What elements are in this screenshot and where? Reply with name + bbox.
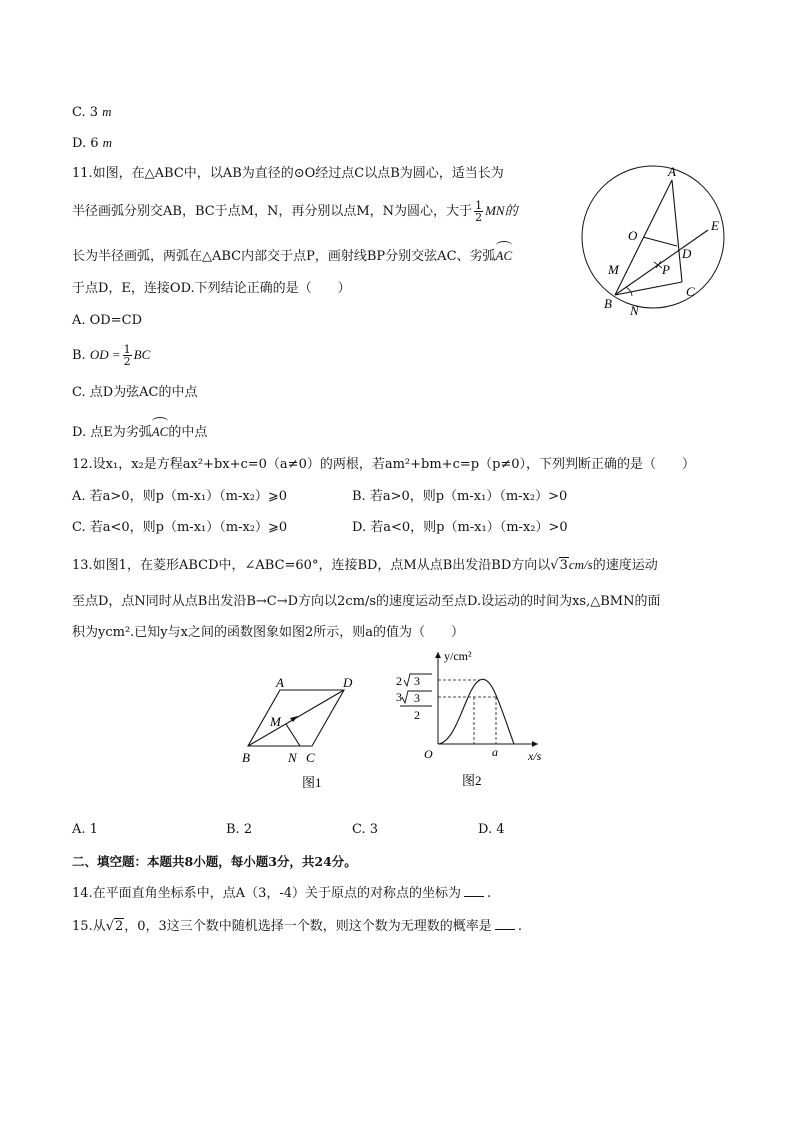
q11-option-a: A. OD=CD bbox=[72, 313, 142, 328]
ymid-coef: 3 bbox=[396, 690, 402, 704]
q13-stem-line1: 13.如图1，在菱形ABCD中，∠ABC=60°，连接BD，点M从点B出发沿BD方向以√3cm/s的速度运动 bbox=[72, 557, 658, 573]
fig1-label-b: B bbox=[242, 750, 250, 765]
q13-stem-line3: 积为ycm².已知y与x之间的函数图象如图2所示，则a的值为（ ） bbox=[72, 625, 464, 640]
q12-option-d: D. 若a<0，则p（m-x₁）（m-x₂）>0 bbox=[352, 520, 568, 535]
label-o: O bbox=[628, 228, 638, 243]
label-p: P bbox=[662, 262, 670, 277]
fig1-caption: 图1 bbox=[302, 775, 322, 790]
fig1-label-a: A bbox=[276, 675, 284, 690]
label-m: M bbox=[608, 262, 619, 277]
graph-figure bbox=[388, 646, 560, 790]
option-d-q10: D. 6 m bbox=[72, 135, 113, 151]
x-axis-label: x/s bbox=[528, 749, 542, 763]
fig1-label-m: M bbox=[270, 714, 281, 729]
origin-label: O bbox=[424, 747, 433, 761]
fig1-label-d: D bbox=[343, 675, 353, 690]
fig2-caption: 图2 bbox=[462, 773, 482, 788]
ymid-den: 2 bbox=[414, 708, 420, 722]
q11-stem-line2: 半径画弧分别交AB，BC于点M，N，再分别以点M，N为圆心，大于 $\frac{1}{2}$ MN的 bbox=[72, 199, 518, 224]
answer-blank-q15[interactable] bbox=[495, 917, 515, 930]
label-a: A bbox=[668, 164, 676, 179]
q11-option-d: D. 点E为劣弧AC的中点 bbox=[72, 420, 207, 442]
label-b: B bbox=[604, 296, 612, 311]
q13-option-d: D. 4 bbox=[478, 822, 505, 837]
q13-option-b: B. 2 bbox=[226, 822, 253, 837]
q12-option-b: B. 若a>0，则p（m-x₁）（m-x₂）>0 bbox=[352, 489, 568, 504]
q12-option-a: A. 若a>0，则p（m-x₁）（m-x₂）⩾0 bbox=[72, 489, 288, 504]
fraction-half: $\frac{1}{2}$ bbox=[475, 199, 483, 224]
ymax-rad: 3 bbox=[414, 674, 420, 688]
q15: 15.从√2，0，3这三个数中随机选择一个数，则这个数为无理数的概率是 . bbox=[72, 919, 522, 934]
q11-option-b: B. OD = $\frac{1}{2}$ BC bbox=[72, 343, 151, 368]
answer-blank-q14[interactable] bbox=[464, 884, 484, 897]
a-tick-label: a bbox=[492, 745, 498, 759]
rhombus-figure bbox=[236, 670, 366, 790]
q12-stem: 12.设x₁，x₂是方程ax²+bx+c=0（a≠0）的两根，若am²+bm+c=p（p≠0），下列判断正确的是（ ） bbox=[72, 457, 696, 472]
q14: 14.在平面直角坐标系中，点A（3，-4）关于原点的对称点的坐标为 . bbox=[72, 886, 492, 901]
q13-stem-line2: 至点D，点N同时从点B出发沿B→C→D方向以2cm/s的速度运动至点D.设运动的时间为xs,△BMN的面 bbox=[72, 594, 661, 609]
label-n: N bbox=[630, 303, 639, 318]
ymax-coef: 2 bbox=[396, 674, 402, 688]
q13-option-c: C. 3 bbox=[352, 822, 379, 837]
q11-stem-line4: 于点D，E，连接OD.下列结论正确的是（ ） bbox=[72, 281, 351, 296]
section-fill-in-header: 二、填空题：本题共8小题，每小题3分，共24分。 bbox=[72, 854, 357, 869]
ymid-rad: 3 bbox=[414, 691, 420, 705]
label-c: C bbox=[686, 284, 695, 299]
q11-option-c: C. 点D为弦AC的中点 bbox=[72, 385, 198, 400]
q13-option-a: A. 1 bbox=[72, 822, 98, 837]
q11-stem-line1: 11.如图，在△ABC中，以AB为直径的⊙O经过点C以点B为圆心，适当长为 bbox=[72, 166, 504, 181]
q11-stem-line3: 长为半径画弧，两弧在△ABC内部交于点P，画射线BP分别交弦AC、劣弧AC bbox=[72, 244, 512, 266]
option-c-q10: C. 3 m bbox=[72, 104, 112, 120]
fig1-label-n: N bbox=[288, 750, 297, 765]
fig1-label-c: C bbox=[306, 750, 315, 765]
label-d: D bbox=[682, 246, 692, 261]
circle-figure bbox=[570, 160, 740, 320]
q12-option-c: C. 若a<0，则p（m-x₁）（m-x₂）⩾0 bbox=[72, 520, 288, 535]
y-axis-label: y/cm² bbox=[444, 649, 472, 663]
label-e: E bbox=[711, 218, 719, 233]
